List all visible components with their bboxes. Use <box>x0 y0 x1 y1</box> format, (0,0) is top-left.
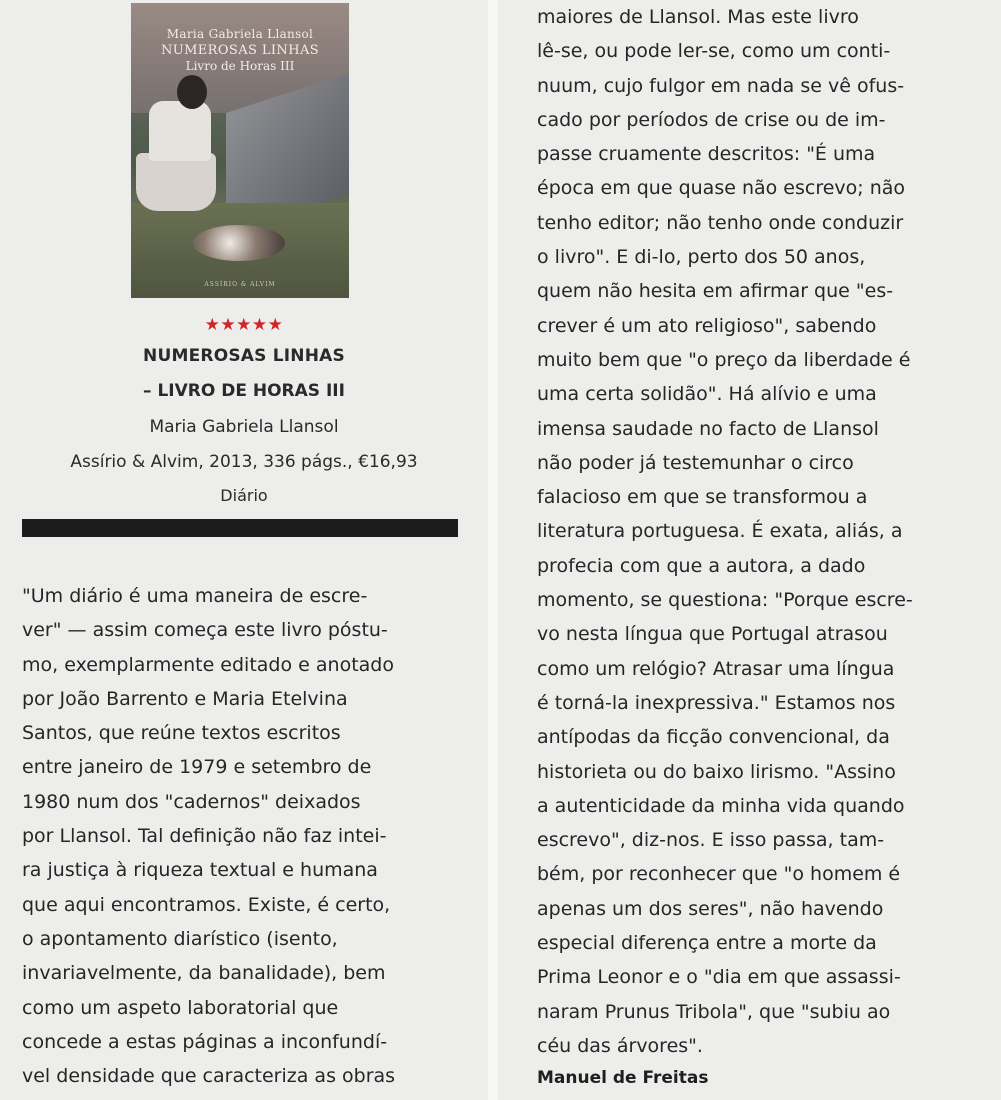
book-genre: Diário <box>220 486 268 505</box>
review-line: momento, se questiona: "Porque escre- <box>537 589 913 612</box>
review-line: ra justiça à riqueza textual e humana <box>22 859 378 882</box>
section-divider <box>22 519 458 537</box>
review-line: "Um diário é uma maneira de escre- <box>22 585 368 607</box>
review-line: escrevo", diz-nos. E isso passa, tam- <box>537 829 885 852</box>
review-line: como um aspeto laboratorial que <box>22 996 339 1019</box>
cover-figure-skirt <box>136 153 216 211</box>
review-line: como um relógio? Atrasar uma língua <box>537 657 895 680</box>
review-line: concede a estas páginas a inconfundí- <box>22 1030 388 1053</box>
review-line: vo nesta língua que Portugal atrasou <box>537 623 888 646</box>
cover-figure-body <box>149 101 211 161</box>
review-line: nuum, cujo fulgor em nada se vê ofus- <box>537 74 905 97</box>
review-line: a autenticidade da minha vida quando <box>537 794 905 817</box>
cover-author: Maria Gabriela Llansol <box>166 27 314 41</box>
cover-title: NUMEROSAS LINHAS <box>160 43 320 58</box>
review-line: quem não hesita em afirmar que "es- <box>537 280 894 303</box>
review-line: falacioso em que se transformou a <box>537 486 868 509</box>
book-title-line2: – LIVRO DE HORAS III <box>143 381 345 401</box>
review-line: céu das árvores". <box>537 1034 703 1057</box>
review-line: literatura portuguesa. É exata, aliás, a <box>537 520 903 543</box>
review-line: uma certa solidão". Há alívio e uma <box>537 383 877 406</box>
cover-figure-head <box>177 75 207 109</box>
review-line: o livro". E di-lo, perto dos 50 anos, <box>537 246 866 269</box>
review-line: profecia com que a autora, a dado <box>537 554 866 577</box>
column-gutter <box>488 0 498 1100</box>
review-line: crever é um ato religioso", sabendo <box>537 314 877 337</box>
review-line: por João Barrento e Maria Etelvina <box>22 687 348 710</box>
review-line: bém, por reconhecer que "o homem é <box>537 863 901 886</box>
review-line: entre janeiro de 1979 e setembro de <box>22 756 372 779</box>
cover-publisher: ASSÍRIO & ALVIM <box>204 281 276 288</box>
review-line: apenas um dos seres", não havendo <box>537 897 884 920</box>
review-line: Prima Leonor e o "dia em que assassi- <box>537 966 901 989</box>
book-title-line1: NUMEROSAS LINHAS <box>143 346 345 366</box>
review-line: época em que quase não escrevo; não <box>537 177 906 200</box>
review-text-right <box>537 0 999 1063</box>
review-line: mo, exemplarmente editado e anotado <box>22 653 394 676</box>
cover-cat <box>193 225 285 261</box>
review-line: vel densidade que caracteriza as obras <box>22 1065 396 1088</box>
review-line: por Llansol. Tal definição não faz intei- <box>22 825 387 848</box>
star-rating: ★★★★★ <box>204 315 284 335</box>
book-publication-info: Assírio & Alvim, 2013, 336 págs., €16,93 <box>70 452 418 472</box>
review-line: não poder já testemunhar o circo <box>537 451 854 474</box>
review-line: é torná-la inexpressiva." Estamos nos <box>537 691 896 714</box>
review-line: naram Prunus Tribola", que "subiu ao <box>537 1000 891 1023</box>
review-line: que aqui encontramos. Existe, é certo, <box>22 893 391 916</box>
review-line: passe cruamente descritos: "É uma <box>537 143 876 166</box>
review-line: especial diferença entre a morte da <box>537 932 877 955</box>
review-line: imensa saudade no facto de Llansol <box>537 417 879 440</box>
review-line: ver" — assim começa este livro póstu- <box>22 619 388 642</box>
review-line: invariavelmente, da banalidade), bem <box>22 962 386 985</box>
review-line: o apontamento diarístico (isento, <box>22 927 338 950</box>
review-text-left <box>22 579 484 1093</box>
review-line: lê-se, ou pode ler-se, como um conti- <box>537 40 891 63</box>
book-cover-image <box>131 3 349 298</box>
review-line: muito bem que "o preço da liberdade é <box>537 348 911 371</box>
book-author: Maria Gabriela Llansol <box>149 417 339 437</box>
review-line: 1980 num dos "cadernos" deixados <box>22 790 361 813</box>
review-line: tenho editor; não tenho onde conduzir <box>537 211 904 234</box>
review-byline: Manuel de Freitas <box>537 1068 709 1088</box>
review-line: maiores de Llansol. Mas este livro <box>537 6 859 28</box>
cover-subtitle: Livro de Horas III <box>185 59 295 73</box>
review-line: cado por períodos de crise ou de im- <box>537 108 886 131</box>
review-line: Santos, que reúne textos escritos <box>22 722 341 745</box>
review-line: antípodas da ficção convencional, da <box>537 726 890 749</box>
review-line: historieta ou do baixo lirismo. "Assino <box>537 760 896 783</box>
